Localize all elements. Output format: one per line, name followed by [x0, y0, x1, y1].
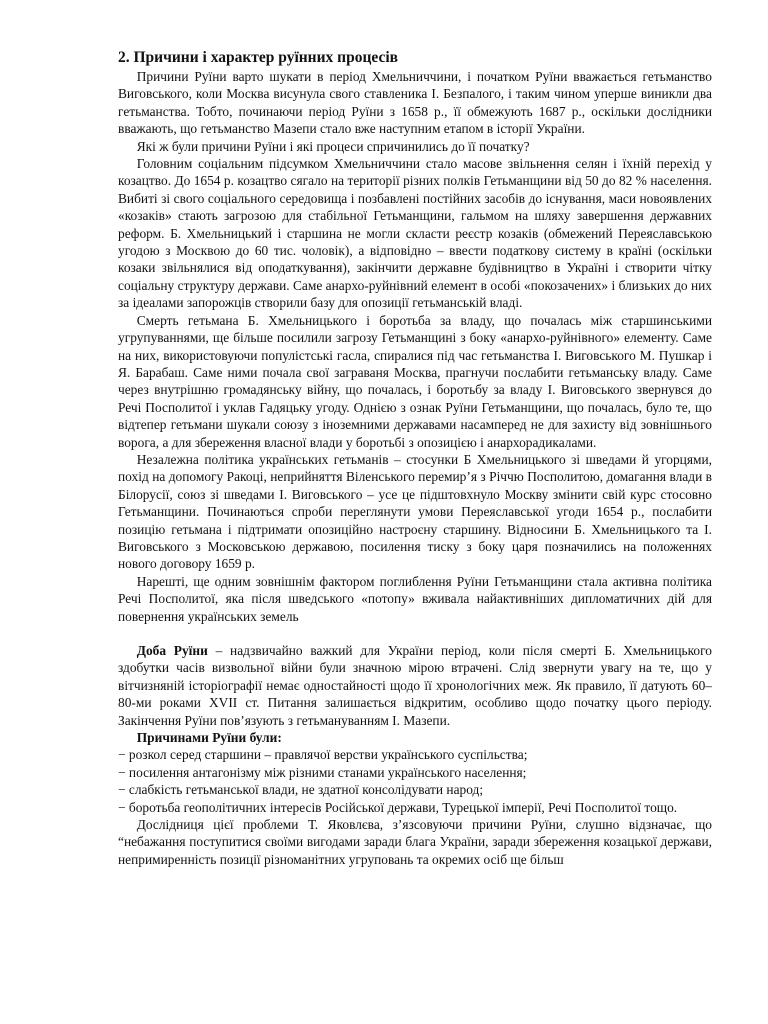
ruin-definition-text: – надзвичайно важкий для України період, коли після смерті Б. Хмельницького здобутки часів визвольної війни були значною мірою втрачені. Слід звернути увагу на те, що у вітчизняній історіографії немає одностайності щодо її хронологічних меж. Як правило, її датують 60–80-ми роками XVII ст. Питання залишається відкритим, особливо щодо початку цього періоду. Закінчення Руїни пов’язують з гетьмануванням І. Мазепи. — [118, 643, 712, 728]
paragraph-yakovleva: Дослідниця цієї проблеми Т. Яковлєва, з’язсовуючи причини Руїни, слушно відзначає, що “небажання поступитися своїми вигодами заради блага України, заради збереження козацької держави, непримиренність позиції різноманітних угруповань та окремих осіб ще більш — [118, 817, 712, 867]
paragraph-external-factor: Нарешті, ще одним зовнішнім фактором поглиблення Руїни Гетьманщини стала активна політика Речі Посполитої, яка після шведського «потопу» вживала найактивніших дипломатичних дій для повернення українських земель — [118, 573, 712, 624]
ruin-term: Доба Руїни — [136, 643, 208, 658]
cause-item: − слабкість гетьманської влади, не здатної консолідувати народ; — [118, 782, 484, 798]
causes-title: Причинами Руїни були: — [136, 730, 282, 746]
paragraph-social-result: Головним соціальним підсумком Хмельниччини стало масове звільнення селян і їхній перехід у козацтво. До 1654 р. козацтво сягало на території різних полків Гетьманщини від 50 до 82 % населення. Вибиті зі свого соціального середовища і позбавлені постійних засобів до існування, маси новоявлених «козаків» стають загрозою для стабільної Гетьманщини, гальмом на шляху завершення державних реформ. Б. Хмельницький і старшина не могли скласти реєстр козаків (обмежений Переяславською угодою з Москвою до 60 тис. чоловік), а відповідно – ввести податкову систему в країні (оскільки козаки звільнялися від оподаткування), закінчити державне будівництво в Україні і створити чітку соціальну структуру держави. Саме анархо-руйнівний елемент в особі «покозачених» і близьких до них за ідеалами запорожців створили базу для опозиції гетьманській владі. — [118, 156, 712, 311]
paragraph-intro: Причини Руїни варто шукати в період Хмельниччини, і початком Руїни вважається гетьманство Виговського, коли Москва висунула свого ставленика І. Безпалого, і таким чином уперше виникли два гетьманства. Тобто, починаючи період Руїни з 1658 р., її обмежують 1687 р., оскільки дослідники вважають, що гетьманство Мазепи стало вже наступним етапом в історії України. — [118, 69, 712, 137]
paragraph-independent-policy: Незалежна політика українських гетьманів – стосунки Б Хмельницького зі шведами й угорцями, похід на допомогу Ракоці, неприйняття Віленського перемир’я з Річчю Посполитою, домагання влади в Білорусії, союз зі шведами І. Виговського – усе це підштовхнуло Москву змінити свій курс стосовно Гетьманщини. Починаються спроби переглянути умови Переяславської угоди 1654 р., послабити позицію гетьмана і підтримати опозиційно настроєну старшину. Відносини Б. Хмельницького та І. Виговського з Московською державою, посилення тиску з боку царя позначились на положеннях нового договору 1659 р. — [118, 451, 712, 572]
section-heading: 2. Причини і характер руїнних процесів — [118, 49, 399, 66]
cause-item: − боротьба геополітичних інтересів Російської держави, Турецької імперії, Речі Посполитої тощо. — [118, 799, 678, 815]
paragraph-gap — [118, 625, 712, 642]
cause-item: − розкол серед старшини – правлячої верстви українського суспільства; — [118, 747, 528, 763]
paragraph-death-hetman: Смерть гетьмана Б. Хмельницького і боротьба за владу, що почалась між старшинськими угрупуваннями, ще більше посилили загрозу Гетьманщині з боку «анархо-руйнівного» елементу. Саме на них, використовуючи популістські гасла, спиралися під час гетьманства І. Виговського М. Пушкар і Я. Барабаш. Саме ними почала свої заграваня Москва, прагнучи послабити гетьманську владу. Саме через внутрішню громадянську війну, що почалась, і боротьбу за владу І. Виговського звернувся до Речі Посполитої і уклав Гадяцьку угоду. Однією з ознак Руїни Гетьманщини, що почалась, було те, що відтепер гетьмани шукали союзу з іноземними державами насамперед не для захисту від зовнішнього ворога, а для збереження власної влади у боротьбі з опозицією і анархорадикалами. — [118, 312, 712, 450]
cause-item: − посилення антагонізму між різними станами українського населення; — [118, 764, 527, 780]
document-page — [118, 48, 712, 868]
paragraph-question: Які ж були причини Руїни і які процеси спричинились до її початку? — [136, 138, 530, 154]
paragraph-ruin-definition — [118, 642, 712, 729]
